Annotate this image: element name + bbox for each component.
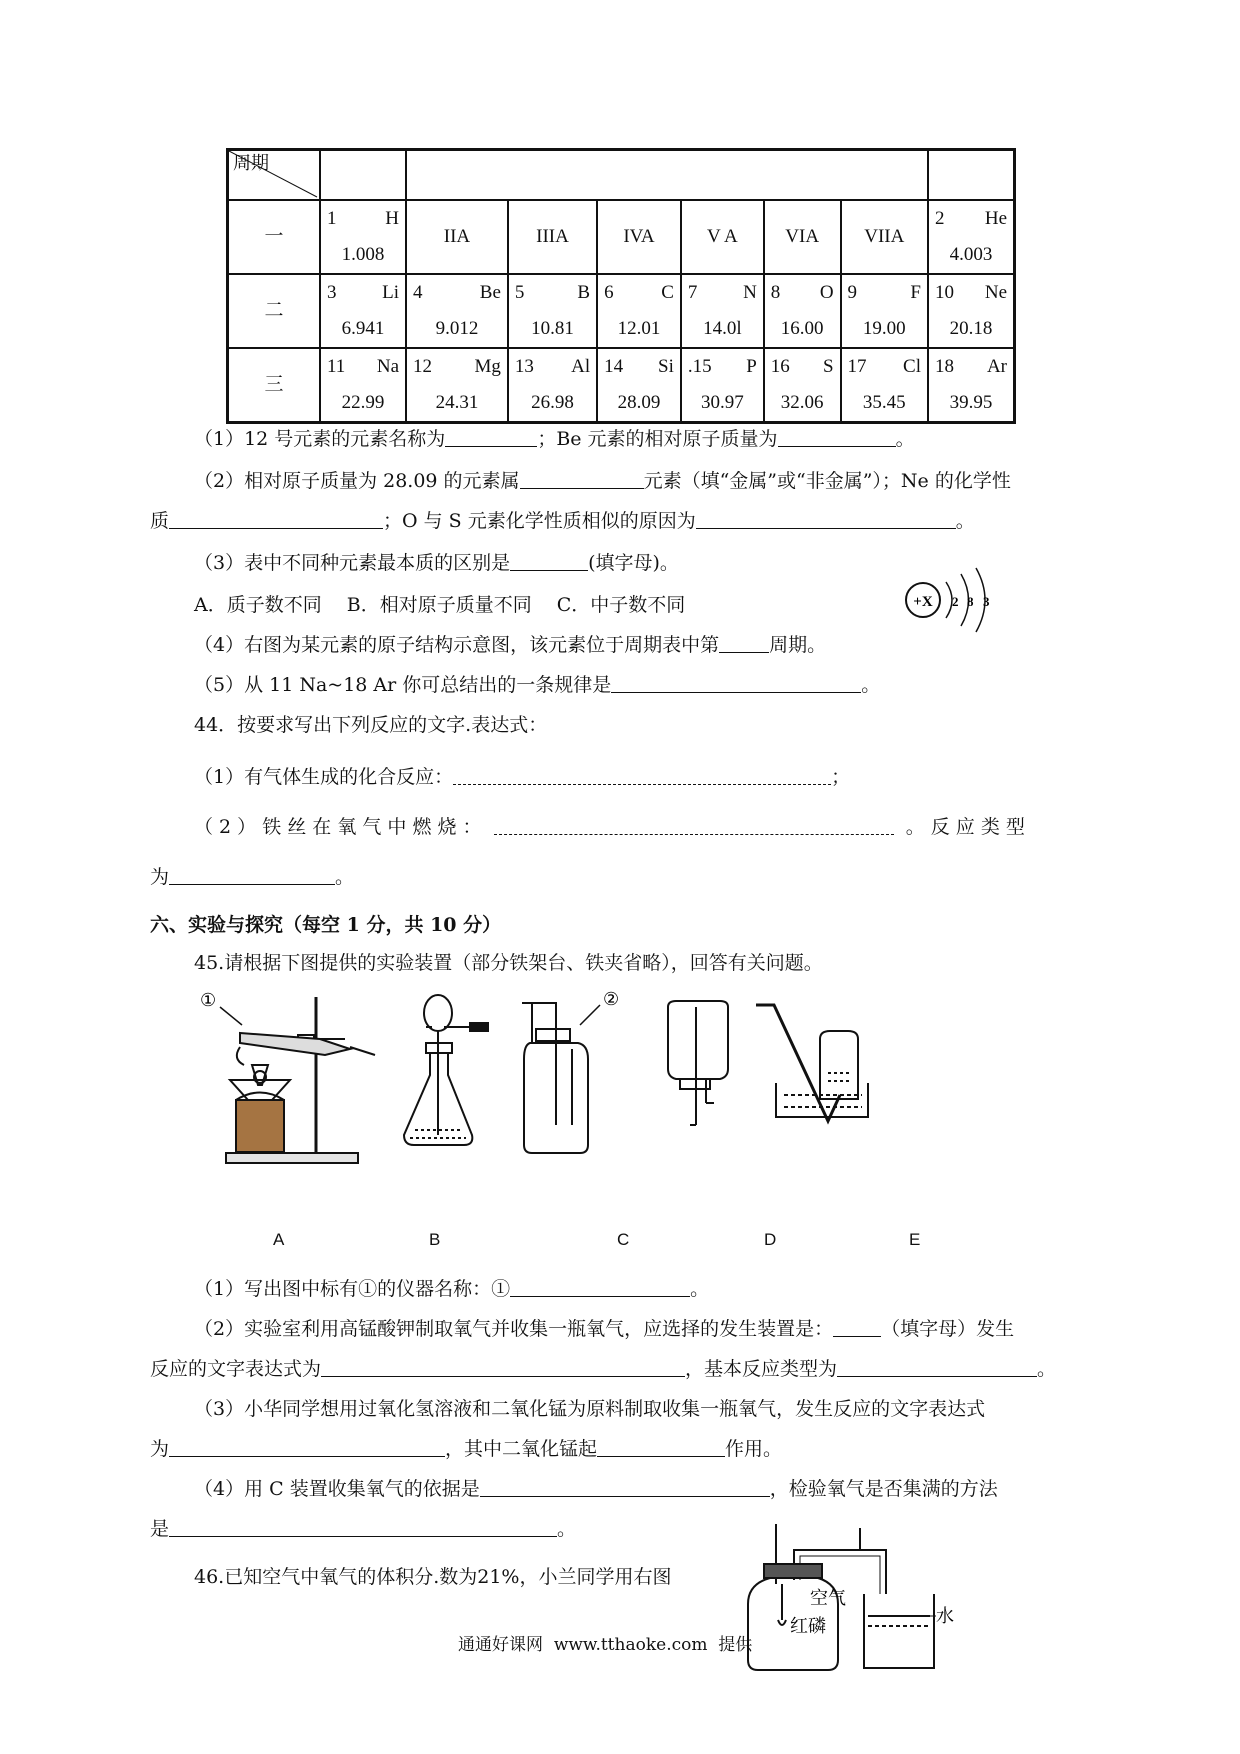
q44-title: 44．按要求写出下列反应的文字.表达式： [194,714,548,736]
element-cell: 8 O 16.00 [764,274,841,348]
group-cell: VIIA [841,200,928,274]
answer-blank[interactable] [169,1518,557,1537]
answer-blank[interactable] [480,1478,770,1497]
shell-electrons: 2 [952,594,959,609]
group-cell: IVA [597,200,681,274]
label-water: 水 [936,1606,954,1627]
answer-blank[interactable] [778,428,896,447]
group-cell: V A [681,200,764,274]
apparatus-b [404,995,488,1145]
apparatus-label-b: B [429,1230,441,1249]
atom-structure-diagram [896,560,1016,640]
shell-electrons: 3 [983,594,990,609]
phosphorus-apparatus [740,1520,970,1674]
element-cell: 4 Be 9.012 [406,274,508,348]
element-cell: 2 He 4.003 [928,200,1015,274]
element-cell: 11 Na 22.99 [320,348,406,423]
group-cell: IIA [406,200,508,274]
q46-text: 46.已知空气中氧气的体积分.数为21%，小兰同学用右图 [194,1566,672,1588]
answer-blank[interactable] [597,1438,725,1457]
answer-blank[interactable] [719,634,769,653]
answer-blank[interactable] [494,816,894,835]
nucleus-label: +X [913,594,933,610]
section-title: 六、实验与探究（每空 1 分，共 10 分） [150,914,502,936]
header-cell [406,150,928,201]
header-cell [928,150,1015,201]
apparatus-e [756,1005,868,1121]
q43-part5: （5）从 11 Na~18 Ar 你可总结出的一条规律是 。 [194,674,881,696]
q44-part1: （1）有气体生成的化合反应： ； [194,766,851,788]
marker-circle-2: ② [603,989,620,1010]
corner-cell [228,150,321,201]
q44-part2: （ 2 ） 铁 丝 在 氧 气 中 燃 烧 ： 。 反 应 类 型 [194,816,1025,838]
answer-blank[interactable] [169,510,383,529]
answer-blank[interactable] [445,428,537,447]
answer-blank[interactable] [837,1358,1037,1377]
label-red-phosphorus: 红磷 [790,1616,826,1637]
element-cell: 12 Mg 24.31 [406,348,508,423]
q45-part2: （2）实验室利用高锰酸钾制取氧气并收集一瓶氧气，应选择的发生装置是： （填字母）发生 [194,1318,1015,1340]
apparatus-a [220,997,375,1163]
element-cell: 16 S 32.06 [764,348,841,423]
footer-url[interactable]: www.tthaoke.com [553,1635,708,1655]
table-row [228,274,1015,348]
element-cell: 14 Si 28.09 [597,348,681,423]
table-row [228,348,1015,423]
q44-part2-cont: 为 。 [150,866,355,888]
q43-part1: （1）12 号元素的元素名称为 ；Be 元素的相对原子质量为 。 [194,428,915,450]
answer-blank[interactable] [611,674,861,693]
element-cell: 18 Ar 39.95 [928,348,1015,423]
q45-part4-cont: 是 。 [150,1518,577,1540]
apparatus-label-e: E [909,1230,921,1249]
answer-blank[interactable] [520,470,644,489]
q45-part2-cont: 反应的文字表达式为 ，基本反应类型为 。 [150,1358,1057,1380]
answer-blank[interactable] [696,510,956,529]
element-cell: 9 F 19.00 [841,274,928,348]
answer-blank[interactable] [453,766,831,785]
element-cell: .15 P 30.97 [681,348,764,423]
periodic-table [226,148,1016,424]
element-cell: 7 N 14.0l [681,274,764,348]
answer-blank[interactable] [169,866,335,885]
group-cell: IIIA [508,200,597,274]
period-cell: 一 [228,200,321,274]
period-cell: 二 [228,274,321,348]
apparatus-c [522,1003,600,1153]
group-cell: VIA [764,200,841,274]
element-cell: 10 Ne 20.18 [928,274,1015,348]
apparatus-figure [200,985,1080,1180]
q43-options: A．质子数不同 B．相对原子质量不同 C．中子数不同 [194,594,686,616]
q43-part2: （2）相对原子质量为 28.09 的元素属 元素（填“金属”或“非金属”）；Ne 的化学性 [194,470,1011,492]
q43-part3: （3）表中不同种元素最本质的区别是 (填字母)。 [194,552,679,574]
table-header-row [228,150,1015,201]
apparatus-label-a: A [273,1230,285,1249]
apparatus-d [668,1001,728,1125]
table-row [228,200,1015,274]
answer-blank[interactable] [510,552,588,571]
footer-tail: 提供 [718,1635,753,1655]
q45-part3: （3）小华同学想用过氧化氢溶液和二氧化锰为原料制取收集一瓶氧气，发生反应的文字表达式 [194,1398,986,1420]
element-cell: 6 C 12.01 [597,274,681,348]
q45-part1: （1）写出图中标有①的仪器名称：① 。 [194,1278,710,1300]
element-cell: 3 Li 6.941 [320,274,406,348]
answer-blank[interactable] [321,1358,685,1377]
footer-site: 通通好课网 [458,1635,543,1655]
header-cell [320,150,406,201]
footer [458,1630,752,1655]
q45-part4: （4）用 C 装置收集氧气的依据是 ，检验氧气是否集满的方法 [194,1478,998,1500]
label-air: 空气 [810,1588,846,1609]
apparatus-label-d: D [764,1230,777,1249]
answer-blank[interactable] [169,1438,445,1457]
marker-circle-1: ① [200,990,217,1011]
q45-part3-cont: 为 ，其中二氧化锰起 作用。 [150,1438,783,1460]
element-cell: 13 Al 26.98 [508,348,597,423]
corner-label: 周期 [233,153,269,173]
answer-blank[interactable] [510,1278,690,1297]
answer-blank[interactable] [833,1318,881,1337]
element-cell: 1 H 1.008 [320,200,406,274]
apparatus-label-c: C [617,1230,630,1249]
shell-electrons: 8 [967,594,974,609]
q43-part2-cont: 质 ；O 与 S 元素化学性质相似的原因为 。 [150,510,975,532]
period-cell: 三 [228,348,321,423]
element-cell: 17 Cl 35.45 [841,348,928,423]
q45-title: 45.请根据下图提供的实验装置（部分铁架台、铁夹省略），回答有关问题。 [194,952,823,974]
element-cell: 5 B 10.81 [508,274,597,348]
q43-part4: （4）右图为某元素的原子结构示意图，该元素位于周期表中第 周期。 [194,634,827,656]
